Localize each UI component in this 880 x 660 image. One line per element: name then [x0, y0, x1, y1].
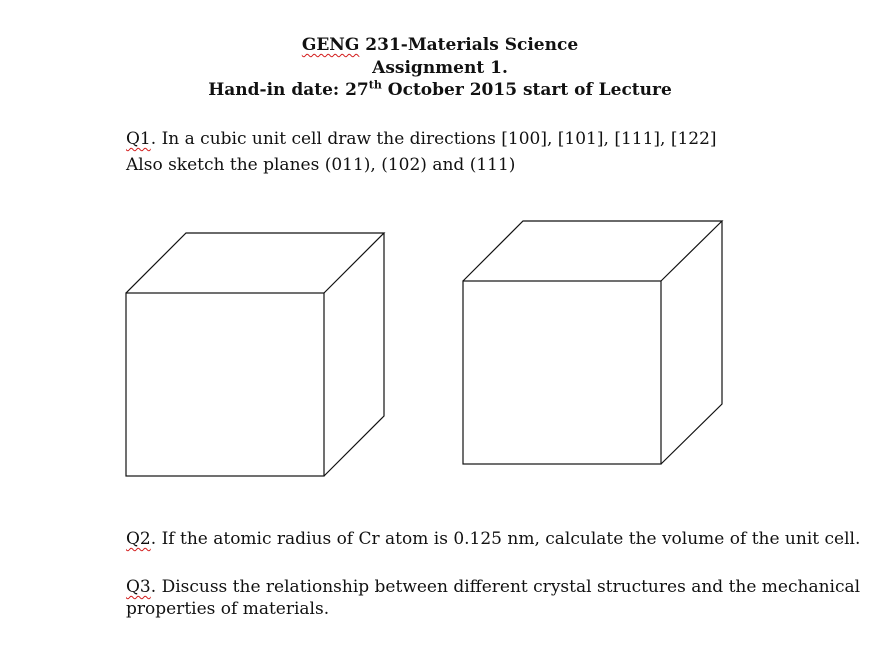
- cube-top-face: [126, 233, 384, 293]
- spellcheck-word: GENG: [301, 35, 360, 55]
- question-label: Q2: [126, 529, 151, 549]
- question-label: Q1: [126, 129, 151, 149]
- question-1-line-1: Q1. In a cubic unit cell draw the directions [100], [101], [111], [122]: [126, 129, 717, 149]
- question-3-line-1: Q3. Discuss the relationship between different crystal structures and the mechanical: [126, 577, 861, 597]
- cube-front-face: [126, 293, 324, 476]
- handin-date: Hand-in date: 27th October 2015 start of Lecture: [208, 78, 672, 100]
- question-2: Q2. If the atomic radius of Cr atom is 0.125 nm, calculate the volume of the unit cell.: [126, 529, 861, 549]
- cube-side-face: [324, 233, 384, 476]
- course-title: GENG 231-Materials Science: [301, 35, 579, 55]
- question-3-line-2: properties of materials.: [126, 599, 330, 619]
- cube-front-face: [463, 281, 661, 464]
- cube-sketch-right: [463, 221, 722, 464]
- question-1-line-2: Also sketch the planes (011), (102) and (111): [126, 155, 516, 175]
- question-label: Q3: [126, 577, 151, 597]
- assignment-title: Assignment 1.: [372, 58, 508, 78]
- cube-top-face: [463, 221, 722, 281]
- cube-side-face: [661, 221, 722, 464]
